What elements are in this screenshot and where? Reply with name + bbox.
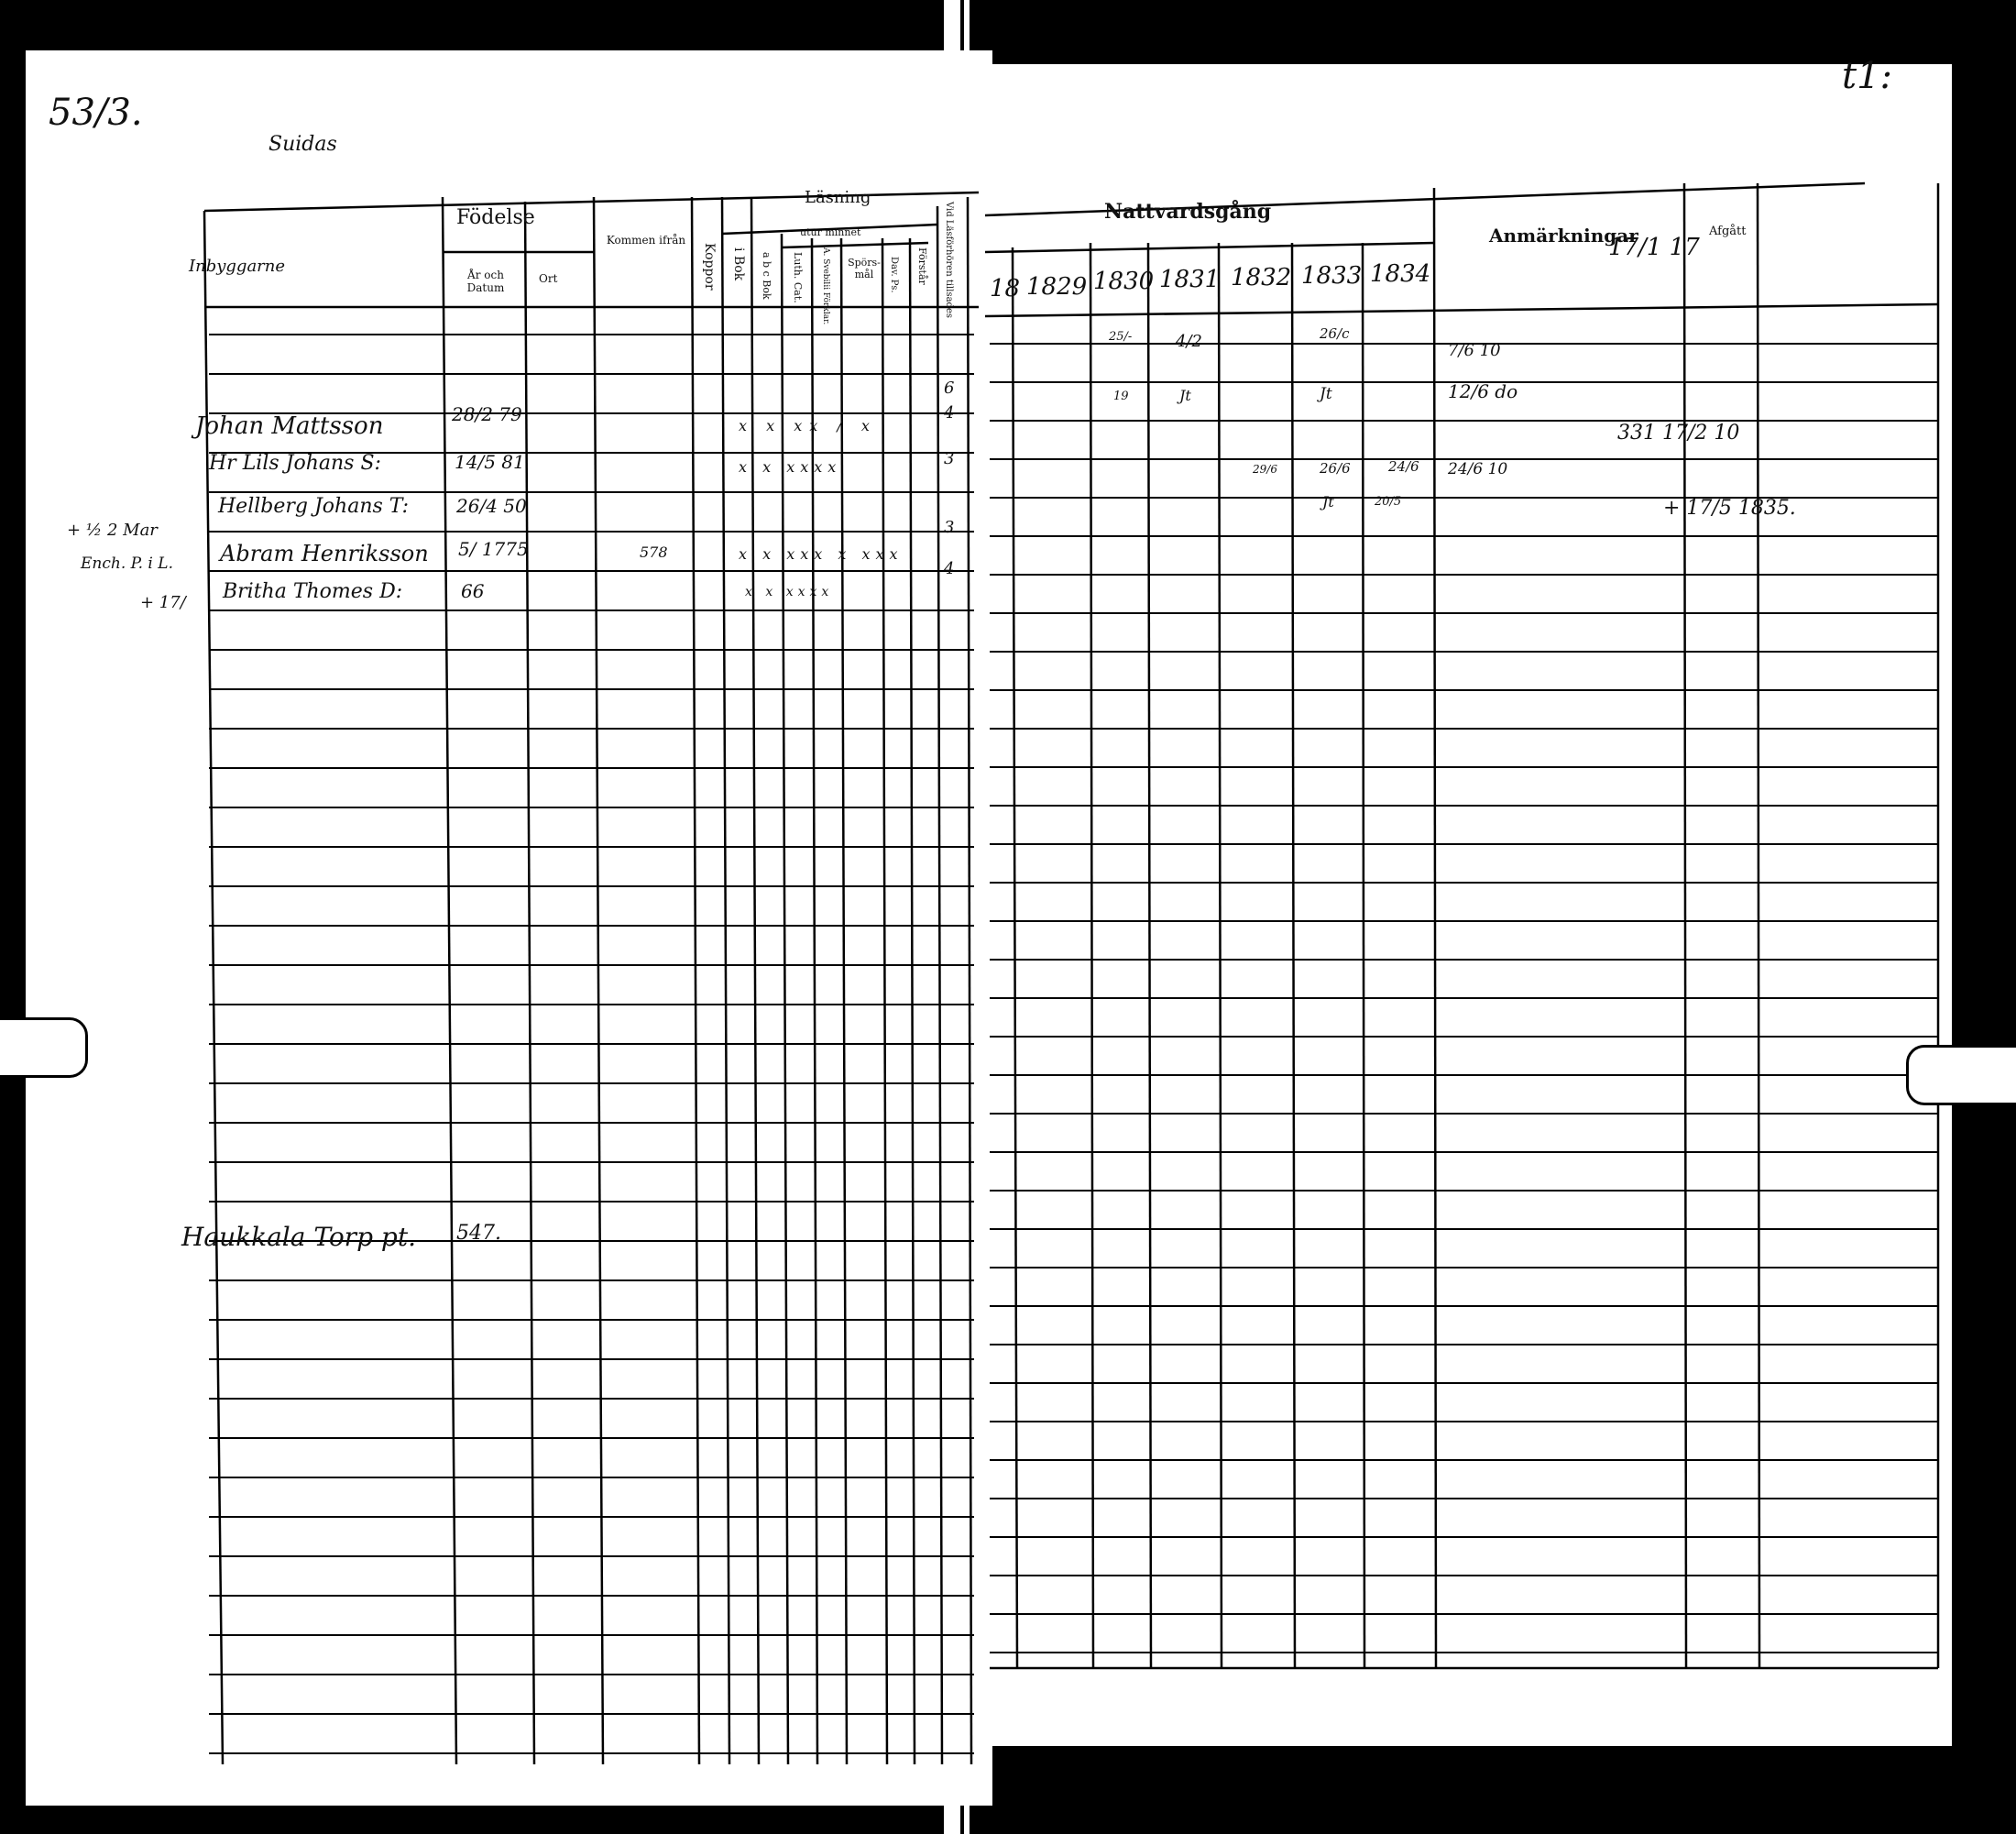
year-header-2: 1830 — [1093, 268, 1155, 295]
vid-mark-2: 4 — [944, 403, 955, 423]
col-header-nattvard: Nattvardsgång — [1104, 200, 1272, 224]
col-header-forstar: Förstår — [916, 247, 928, 285]
entry-r5-afgatt: + 17/5 1835. — [1663, 497, 1796, 520]
person-name-3: Hellberg Johans T: — [218, 495, 410, 518]
col-header-lasning: Läsning — [805, 188, 871, 207]
entry-r4-1833: 26/6 — [1320, 460, 1351, 477]
entry-r2-1833: Jt — [1320, 385, 1332, 403]
entry-r4-1834: 24/6 — [1388, 458, 1419, 475]
reading-marks-1: x x xx / x — [739, 417, 877, 434]
person-name-4: Abram Henriksson — [220, 541, 429, 566]
vid-mark-3: 3 — [944, 449, 955, 468]
vid-mark-5: 4 — [944, 559, 955, 578]
col-header-koppor: Koppor — [702, 243, 717, 291]
year-header-4: 1832 — [1231, 264, 1292, 291]
year-header-0: 18 — [990, 275, 1021, 302]
person-birth-1: 28/2 79 — [452, 403, 522, 425]
page-number-right: t1: — [1842, 55, 1892, 97]
margin-note-2: Ench. P. i L. — [81, 555, 173, 573]
vid-mark-4: 3 — [944, 518, 955, 537]
col-header-utur-minnet: utur minnet — [800, 226, 861, 238]
year-header-3: 1831 — [1159, 266, 1221, 293]
col-header-ar-datum: År och Datum — [466, 269, 505, 295]
margin-note-3: + 17/ — [140, 593, 186, 612]
entry-r1-1833: 26/c — [1320, 325, 1350, 342]
entry-r3-afgatt: 331 17/2 10 — [1617, 422, 1740, 445]
entry-r2-1830: 19 — [1113, 390, 1129, 403]
col-header-ort: Ort — [539, 272, 558, 285]
left-grid — [26, 50, 992, 1806]
reading-marks-4: x x xxx x xxx — [739, 545, 904, 563]
entry-r4-1832: 29/6 — [1253, 463, 1277, 476]
person-name-5: Britha Thomes D: — [223, 580, 403, 603]
left-page — [26, 50, 992, 1806]
right-grid — [985, 64, 1952, 1746]
col-header-fodelse: Födelse — [456, 206, 535, 229]
col-header-afgatt: Afgått — [1709, 225, 1747, 238]
person-birth-3: 26/4 50 — [456, 495, 527, 517]
kommen-value: 578 — [640, 544, 668, 561]
col-header-dav-ps: Dav. Ps. — [889, 257, 899, 293]
entry-r1-1830: 25/- — [1109, 330, 1133, 344]
col-header-names: Inbyggarne — [189, 257, 286, 276]
col-header-i-bok: i Bok — [731, 247, 746, 281]
entry-r2-anm: 12/6 do — [1448, 380, 1518, 402]
footer-birth: 547. — [456, 1222, 501, 1245]
entry-r1-1831: 4/2 — [1176, 332, 1202, 351]
col-header-abc-bok: a b c Bok — [761, 252, 772, 300]
right-row-lines — [990, 344, 1938, 1653]
person-name-2: Hr Lils Johans S: — [209, 452, 381, 475]
book-clip-left — [0, 1017, 88, 1078]
right-page — [985, 55, 1952, 1746]
person-birth-2: 14/5 81 — [455, 451, 525, 473]
page-number: 53/3. — [49, 92, 143, 134]
village-label: Suidas — [268, 133, 337, 156]
entry-r5-1834: 20/5 — [1375, 495, 1402, 509]
book-clip-right — [1906, 1045, 2016, 1105]
person-name-1: Johan Mattsson — [195, 412, 384, 440]
reading-marks-2: x x xxxx — [739, 458, 842, 476]
col-header-luth-cat: Luth. Cat. — [792, 252, 804, 303]
col-header-vid-lasforhoren: Vid Läsförhören tillsades — [944, 202, 954, 318]
person-birth-4: 5/ 1775 — [458, 538, 529, 560]
col-header-svebilii: A. Svebilii Förklar. — [821, 247, 830, 325]
entry-r5-1833: Jt — [1322, 493, 1334, 511]
col-header-anmarkningar: Anmärkningar — [1489, 225, 1638, 247]
person-birth-5: 66 — [461, 580, 485, 602]
year-header-6: 1834 — [1370, 260, 1431, 288]
year-header-1: 1829 — [1026, 273, 1088, 301]
vid-mark-1: 6 — [944, 379, 955, 398]
year-header-5: 1833 — [1301, 262, 1363, 290]
reading-marks-5: x x xxxx — [745, 585, 834, 599]
margin-note-1: + ½ 2 Mar — [67, 521, 158, 540]
entry-r2-1831: Jt — [1179, 387, 1191, 404]
entry-r1-anm: 7/6 10 — [1448, 341, 1501, 360]
col-header-sporsmal: Spörs-mål — [848, 257, 881, 281]
footer-place: Haukkala Torp pt. — [181, 1222, 416, 1252]
entry-r4-anm: 24/6 10 — [1448, 460, 1508, 478]
col-header-kommen: Kommen ifrån — [606, 234, 686, 247]
anm-scribble: 17/1 17 — [1608, 234, 1700, 261]
